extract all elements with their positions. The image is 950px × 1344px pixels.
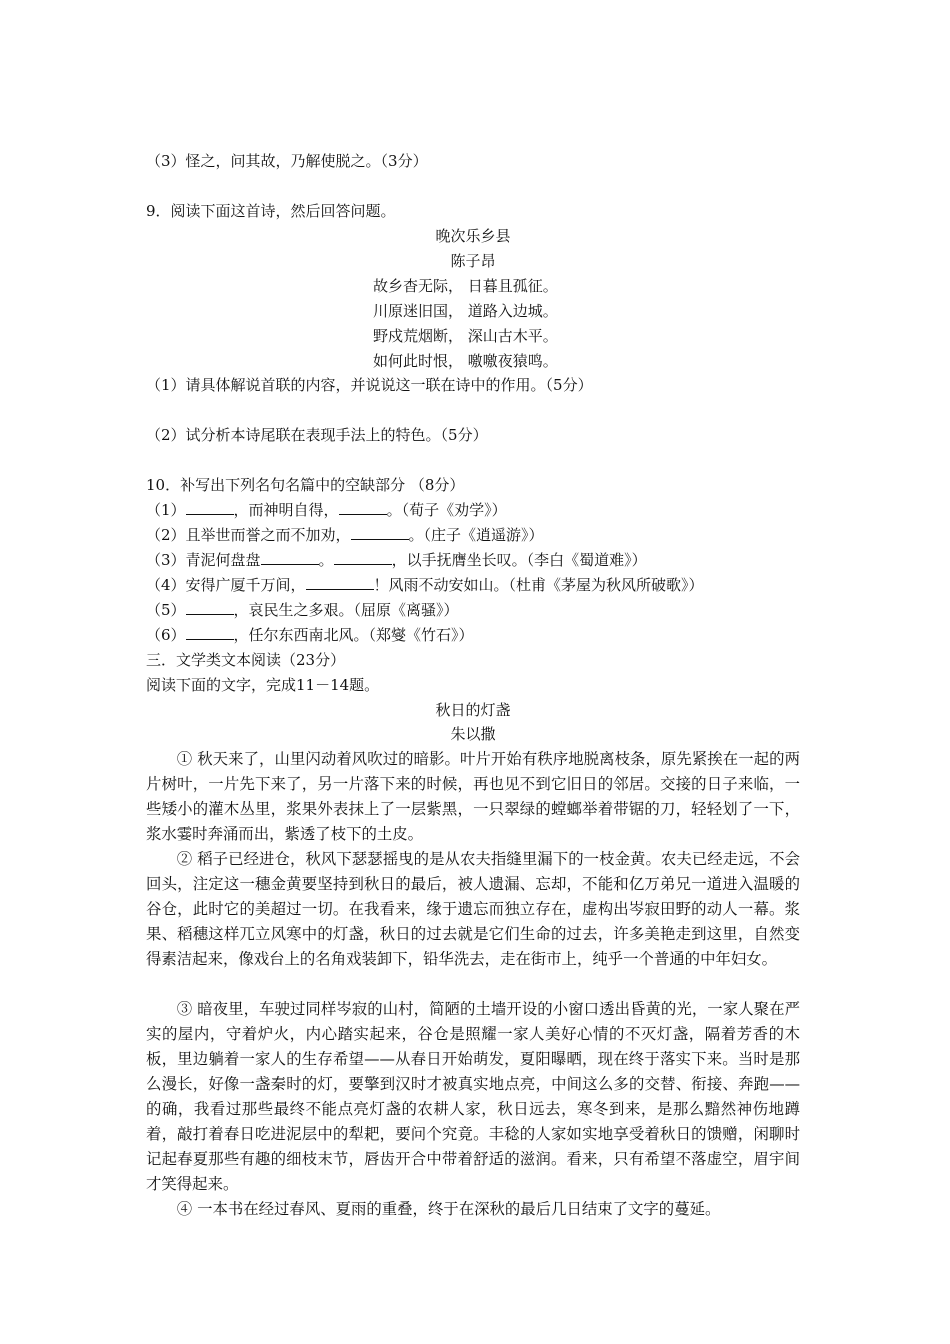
item-text: ！风雨不动安如山。（杜甫《茅屋为秋风所破歌》）	[373, 576, 704, 594]
q10-item-1	[146, 499, 507, 521]
essay-paragraph-1: ① 秋天来了，山里闪动着风吹过的暗影。叶片开始有秩序地脱离枝条，原先紧挨在一起的两片树叶，一片先下来了，另一片落下来的时候，再也见不到它旧日的邻居。交接的日子来临，一些矮小的灌木丛里，浆果外表抹上了一层紫黑，一只翠绿的螳螂举着带锯的刀，轻轻划了一下，浆水霎时奔涌而出，紫透了枝下的土皮。	[146, 750, 800, 843]
item-text: （4）安得广厦千万间，	[146, 576, 306, 594]
answer-blank[interactable]	[186, 625, 234, 640]
item-text: （6）	[146, 626, 186, 644]
item-text: 。（庄子《逍遥游》）	[408, 526, 544, 544]
answer-blank[interactable]	[306, 575, 374, 590]
answer-blank[interactable]	[351, 525, 409, 540]
item-text: ，而神明自得，	[233, 501, 339, 519]
essay-title: 秋日的灯盏	[435, 701, 511, 719]
item-text: 。（荀子《劝学》）	[386, 501, 507, 519]
q9-sub-question-2: （2）试分析本诗尾联在表现手法上的特色。（5分）	[146, 426, 488, 444]
essay-paragraph-2: ② 稻子已经进仓，秋风下瑟瑟摇曳的是从农夫指缝里漏下的一枝金黄。农夫已经走远，不会回头，注定这一穗金黄要坚持到秋日的最后，被人遗漏、忘却，不能和亿万弟兄一道进入温暖的谷仓，此时它的美超过一切。在我看来，缘于遗忘而独立存在，虚构出岑寂田野的动人一幕。浆果、稻穗这样兀立风寒中的灯盏，秋日的过去就是它们生命的过去，许多美艳走到这里，自然变得素洁起来，像戏台上的名角戏装卸下，铅华洗去，走在街市上，纯乎一个普通的中年妇女。	[146, 850, 800, 968]
poem-author: 陈子昂	[450, 252, 496, 270]
answer-blank[interactable]	[261, 550, 319, 565]
item-text: （2）且举世而誉之而不加劝，	[146, 526, 351, 544]
item-text: 。	[318, 551, 334, 569]
answer-blank[interactable]	[339, 500, 387, 515]
poem-line: 如何此时恨， 噭噭夜猿鸣。	[373, 352, 558, 370]
q9-sub-question-1: （1）请具体解说首联的内容，并说说这一联在诗中的作用。（5分）	[146, 376, 593, 394]
item-text: ，任尔东西南北风。（郑燮《竹石》）	[233, 626, 474, 644]
q10-item-6	[146, 624, 474, 646]
section-3-instruction: 阅读下面的文字，完成11－14题。	[146, 676, 380, 694]
essay-author: 朱以撒	[450, 725, 496, 743]
essay-paragraph-3: ③ 暗夜里，车驶过同样岑寂的山村，简陋的土墙开设的小窗口透出昏黄的光，一家人聚在严实的屋内，守着炉火，内心踏实起来，谷仓是照耀一家人美好心情的不灭灯盏，隔着芳香的木板，里边躺着一家人的生存希望——从春日开始萌发，夏阳曝晒，现在终于落实下来。当时是那么漫长，好像一盏秦时的灯，要擎到汉时才被真实地点亮，中间这么多的交替、衔接、奔跑——的确，我看过那些最终不能点亮灯盏的农耕人家，秋日远去，寒冬到来，是那么黯然神伤地蹲着，敲打着春日吃进泥层中的犁耙，要问个究竟。丰稔的人家如实地享受着秋日的馈赠，闲聊时记起春夏那些有趣的细枝末节，唇齿开合中带着舒适的滋润。看来，只有希望不落虚空，眉宇间才笑得起来。	[146, 1000, 800, 1193]
q10-item-5	[146, 599, 459, 621]
poem-line: 川原迷旧国， 道路入边城。	[373, 302, 558, 320]
item-text: （3）青泥何盘盘	[146, 551, 261, 569]
q10-heading: 10．补写出下列名句名篇中的空缺部分 （8分）	[146, 476, 465, 494]
item-text: （1）	[146, 501, 186, 519]
answer-blank[interactable]	[334, 550, 392, 565]
poem-line: 故乡杳无际， 日暮且孤征。	[373, 277, 558, 295]
answer-blank[interactable]	[186, 600, 234, 615]
q10-item-2	[146, 524, 544, 546]
essay-paragraph-4: ④ 一本书在经过春风、夏雨的重叠，终于在深秋的最后几日结束了文字的蔓延。	[176, 1200, 721, 1218]
q10-item-4	[146, 574, 704, 596]
q8-item-3: （3）怪之，问其故，乃解使脱之。（3分）	[146, 152, 428, 170]
item-text: ，以手抚膺坐长叹。（李白《蜀道难》）	[391, 551, 647, 569]
section-3-heading: 三．文学类文本阅读（23分）	[146, 651, 346, 669]
item-text: ，哀民生之多艰。（屈原《离骚》）	[233, 601, 459, 619]
item-text: （5）	[146, 601, 186, 619]
answer-blank[interactable]	[186, 500, 234, 515]
q10-item-3	[146, 549, 647, 571]
poem-title: 晚次乐乡县	[435, 227, 511, 245]
q9-heading: 9．阅读下面这首诗，然后回答问题。	[146, 202, 396, 220]
poem-line: 野戍荒烟断， 深山古木平。	[373, 327, 558, 345]
